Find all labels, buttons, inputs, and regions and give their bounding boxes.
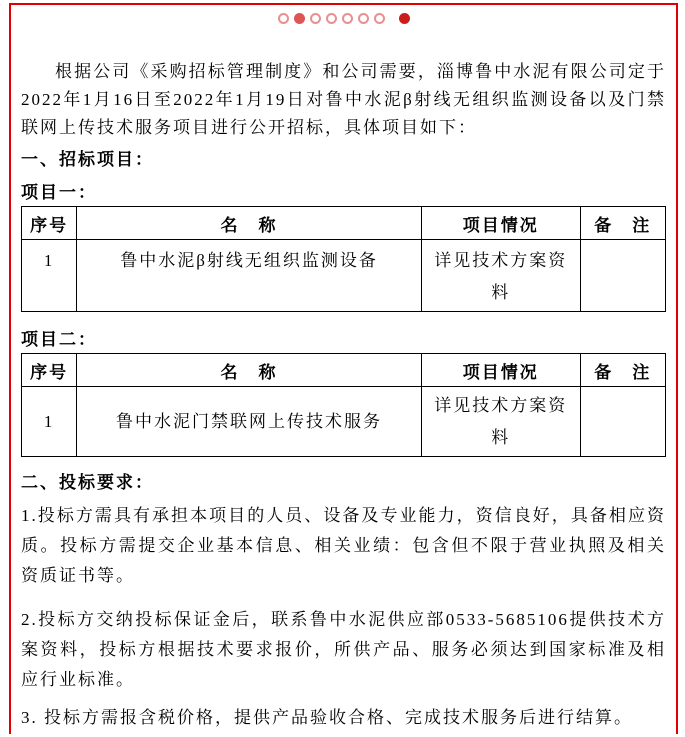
column-header-name: 名 称: [77, 207, 422, 240]
project1-table: [21, 206, 666, 312]
carousel-dot-hollow[interactable]: [310, 13, 321, 24]
column-header-seq: 序号: [22, 354, 77, 387]
cell-remark: [580, 387, 665, 457]
cell-status: 详见技术方案资料: [421, 387, 580, 457]
cell-name: 鲁中水泥门禁联网上传技术服务: [77, 387, 422, 457]
column-header-seq: 序号: [22, 207, 77, 240]
project2-table: [21, 353, 666, 457]
carousel-dot-hollow[interactable]: [326, 13, 337, 24]
intro-paragraph: 根据公司《采购招标管理制度》和公司需要，淄博鲁中水泥有限公司定于2022年1月16日至2022年1月19日对鲁中水泥β射线无组织监测设备以及门禁联网上传技术服务项目进行公开招标，具体项目如下：: [21, 62, 666, 137]
carousel-dot-hollow[interactable]: [342, 13, 353, 24]
column-header-status: 项目情况: [421, 354, 580, 387]
cell-name: 鲁中水泥β射线无组织监测设备: [77, 240, 422, 312]
column-header-remark: 备 注: [580, 354, 665, 387]
project1-label: 项目一：: [21, 183, 97, 202]
requirement-item-3: 3. 投标方需报含税价格，提供产品验收合格、完成技术服务后进行结算。: [21, 708, 633, 727]
section-heading-bidding-projects: 一、招标项目：: [21, 150, 154, 169]
carousel-dot-filled[interactable]: [294, 13, 305, 24]
requirement-item-1: 1.投标方需具有承担本项目的人员、设备及专业能力，资信良好，具备相应资质。投标方需提交企业基本信息、相关业绩：包含但不限于营业执照及相关资质证书等。: [21, 506, 666, 585]
cell-remark: [580, 240, 665, 312]
column-header-remark: 备 注: [580, 207, 665, 240]
project2-label: 项目二：: [21, 330, 97, 349]
carousel-dots: [21, 12, 666, 24]
column-header-name: 名 称: [77, 354, 422, 387]
table-header-row: [22, 207, 666, 240]
carousel-dot-active[interactable]: [399, 13, 410, 24]
document-page: [9, 3, 678, 734]
cell-seq: 1: [22, 387, 77, 457]
carousel-dot-hollow[interactable]: [374, 13, 385, 24]
requirement-item-2: 2.投标方交纳投标保证金后，联系鲁中水泥供应部0533-5685106提供技术方案资料，投标方根据技术要求报价，所供产品、服务必须达到国家标准及相应行业标准。: [21, 610, 666, 689]
cell-seq: 1: [22, 240, 77, 312]
column-header-status: 项目情况: [421, 207, 580, 240]
table-row: [22, 387, 666, 457]
table-header-row: [22, 354, 666, 387]
cell-status: 详见技术方案资料: [421, 240, 580, 312]
carousel-dot-hollow[interactable]: [278, 13, 289, 24]
section-heading-bid-requirements: 二、投标要求：: [21, 473, 154, 492]
carousel-dot-hollow[interactable]: [358, 13, 369, 24]
table-row: [22, 240, 666, 312]
